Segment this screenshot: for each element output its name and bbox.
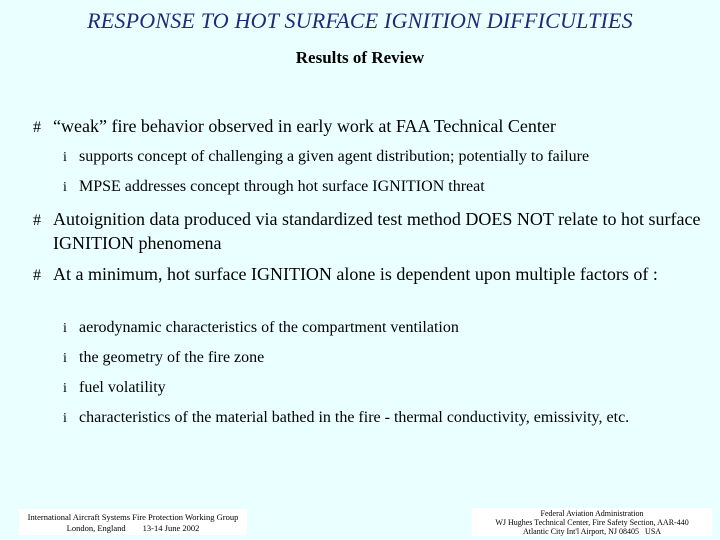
sub-bullet-marker-icon: i xyxy=(63,381,67,396)
bullet-text: Autoignition data produced via standardized test method DOES NOT relate to hot surface IGNITION phenomena xyxy=(53,209,701,253)
sub-bullet-text: MPSE addresses concept through hot surface IGNITION threat xyxy=(79,178,485,195)
bullet-2 xyxy=(33,208,708,255)
sub-bullet-marker-icon: i xyxy=(63,411,67,426)
sub-bullet-text: the geometry of the fire zone xyxy=(79,349,265,366)
bullet-text: “weak” fire behavior observed in early work at FAA Technical Center xyxy=(53,116,556,136)
sub-bullet-3-3 xyxy=(63,378,713,399)
sub-bullet-marker-icon: i xyxy=(63,351,67,366)
bullet-marker-icon: # xyxy=(33,212,41,229)
sub-bullet-3-2 xyxy=(63,348,713,369)
footer-left xyxy=(19,509,247,535)
bullet-marker-icon: # xyxy=(33,267,41,284)
sub-bullet-marker-icon: i xyxy=(63,180,67,195)
sub-bullet-marker-icon: i xyxy=(63,321,67,336)
sub-bullet-3-1 xyxy=(63,318,713,339)
sub-bullet-text: aerodynamic characteristics of the compartment ventilation xyxy=(79,319,459,336)
sub-bullet-text: supports concept of challenging a given agent distribution; potentially to failure xyxy=(79,148,590,165)
bullet-3 xyxy=(33,263,708,287)
bullet-text: At a minimum, hot surface IGNITION alone is dependent upon multiple factors of : xyxy=(53,264,658,284)
footer-right-line: WJ Hughes Technical Center, Fire Safety Section, AAR-440 xyxy=(495,518,689,527)
bullet-1 xyxy=(33,115,708,139)
footer-left-line: London, England 13-14 June 2002 xyxy=(66,523,200,533)
slide-title: RESPONSE TO HOT SURFACE IGNITION DIFFICULTIES xyxy=(87,8,633,33)
footer-left-line: International Aircraft Systems Fire Protection Working Group xyxy=(27,512,239,522)
sub-bullet-marker-icon: i xyxy=(63,150,67,165)
sub-bullet-text: characteristics of the material bathed in the fire - thermal conductivity, emissivity, etc. xyxy=(79,409,630,426)
sub-bullet-text: fuel volatility xyxy=(79,379,166,396)
sub-bullet-1-1 xyxy=(63,147,713,168)
slide-subtitle: Results of Review xyxy=(295,48,425,67)
footer-right-line: Atlantic City Int'l Airport, NJ 08405 USA xyxy=(522,527,662,536)
bullet-marker-icon: # xyxy=(33,119,41,136)
footer-right-line: Federal Aviation Administration xyxy=(540,509,644,518)
sub-bullet-3-4 xyxy=(63,408,713,429)
sub-bullet-1-2 xyxy=(63,177,713,198)
footer-right xyxy=(472,508,712,536)
